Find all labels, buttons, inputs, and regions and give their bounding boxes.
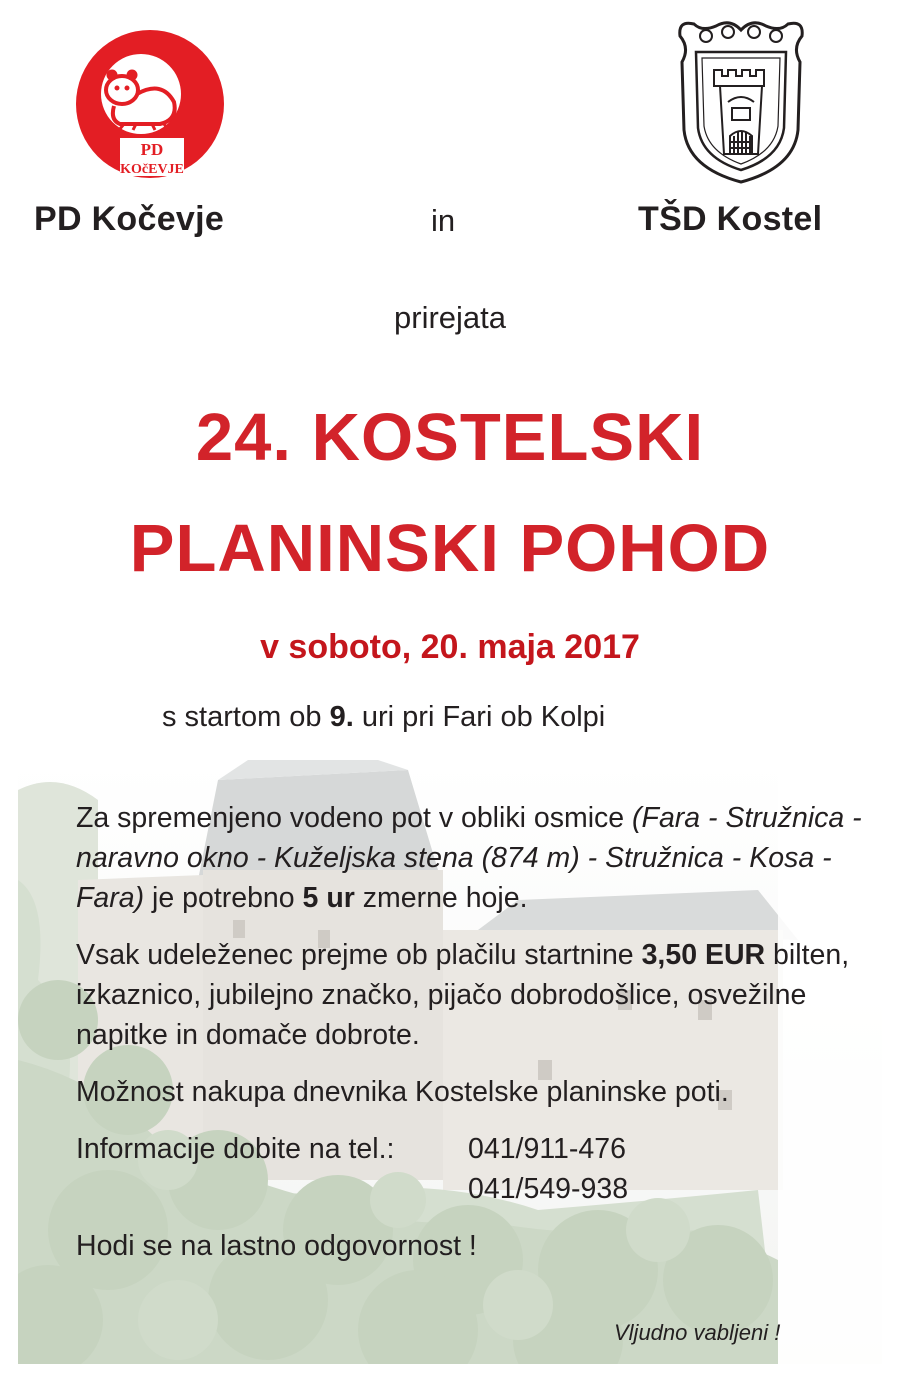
event-title-line-2: PLANINSKI POHOD [129,511,771,586]
responsibility-note: Hodi se na lastno odgovornost ! [76,1230,477,1262]
phone-number: 041/911-476 [468,1133,626,1165]
closing-invitation: Vljudno vabljeni ! [614,1320,781,1345]
route-text-2: je potrebno [144,882,303,914]
entry-fee: 3,50 EUR [641,939,766,971]
contact-paragraph [76,1129,876,1209]
phone-number: 041/549-938 [468,1173,629,1205]
event-details [76,798,876,1283]
route-text: Za spremenjeno vodeno pot v obliki osmice [76,802,633,834]
hike-duration: 5 ur [302,882,355,914]
route-text-3: zmerne hoje. [354,882,528,914]
event-title-line-1: 24. KOSTELSKI [195,400,705,475]
tsd-kostel-crest [672,18,810,184]
start-suffix: uri pri Fari ob Kolpi [353,701,606,733]
start-prefix: s startom ob [162,701,330,733]
verb-line: prirejata [394,300,506,335]
route-description: (Fara - Stružnica - naravno okno - Kuželjska stena (874 m) - Stružnica - Kosa - Fara) [76,802,862,914]
connector-word: in [431,203,456,238]
start-hour: 9. [329,701,354,733]
logo-text-bottom: KOčEVJE [120,162,184,177]
route-paragraph [76,798,876,918]
fee-text: Vsak udeleženec prejme ob plačilu startnine [76,939,642,971]
logo-text-top: PD [140,140,164,159]
organizer-tsd-kostel: TŠD Kostel [638,200,823,238]
event-date: v soboto, 20. maja 2017 [260,628,640,666]
start-info [162,701,605,734]
fee-paragraph [76,935,876,1055]
organizer-pd-kocevje: PD Kočevje [34,200,225,238]
pd-kocevje-logo [74,28,226,180]
logbook-paragraph: Možnost nakupa dnevnika Kostelske planinske poti. [76,1076,729,1108]
phone-numbers [468,1129,628,1209]
fee-includes-text: bilten, izkaznico, jubilejno značko, pijačo dobrodošlice, osvežilne napitke in domače dobrote. [76,939,850,1051]
contact-label: Informacije dobite na tel.: [76,1133,395,1165]
